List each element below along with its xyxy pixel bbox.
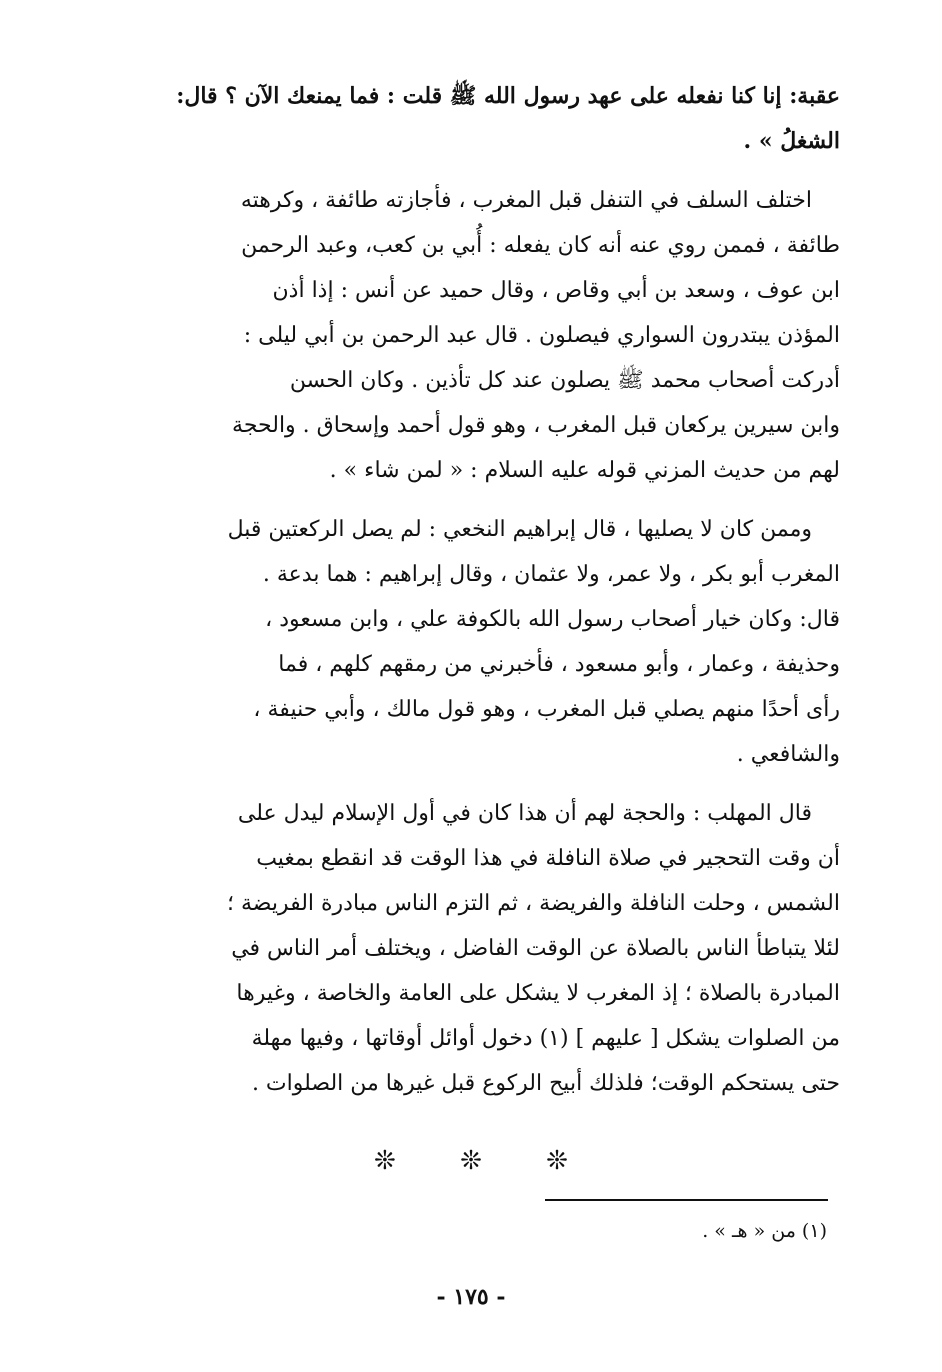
star-ornament-icon: ❊ bbox=[374, 1146, 396, 1176]
text-line: المغرب أبو بكر ، ولا عمر، ولا عثمان ، وقال إبراهيم : هما بدعة . bbox=[262, 562, 840, 587]
star-ornament-icon: ❊ bbox=[460, 1146, 482, 1176]
paragraph-muhallab bbox=[108, 791, 840, 1106]
footnote-divider bbox=[545, 1199, 828, 1201]
text-line: المؤذن يبتدرون السواري فيصلون . قال عبد الرحمن بن أبي ليلى : bbox=[243, 323, 840, 348]
paragraph-those-not-praying bbox=[108, 507, 840, 777]
text-line: عقبة: إنا كنا نفعله على عهد رسول الله ﷺ قلت : فما يمنعك الآن ؟ قال: bbox=[176, 83, 840, 109]
text-line: رأى أحدًا منهم يصلي قبل المغرب ، وهو قول مالك ، وأبي حنيفة ، bbox=[253, 697, 840, 722]
star-ornament-icon: ❊ bbox=[546, 1146, 568, 1176]
text-line: قال: وكان خيار أصحاب رسول الله بالكوفة علي ، وابن مسعود ، bbox=[265, 607, 840, 632]
footnote: (١) من « هـ » . bbox=[702, 1220, 827, 1242]
text-line: الشغلُ » . bbox=[743, 128, 840, 154]
hadith-continuation bbox=[108, 74, 840, 164]
paragraph-salaf-disagreement bbox=[108, 178, 840, 493]
text-line: وابن سيرين يركعان قبل المغرب ، وهو قول أحمد وإسحاق . والحجة bbox=[232, 413, 840, 438]
text-line: حتى يستحكم الوقت؛ فلذلك أبيح الركوع قبل غيرها من الصلوات . bbox=[251, 1071, 840, 1096]
text-line: أن وقت التحجير في صلاة النافلة في هذا الوقت قد انقطع بمغيب bbox=[256, 846, 840, 871]
text-line: المبادرة بالصلاة ؛ إذ المغرب لا يشكل على العامة والخاصة ، وغيرها bbox=[236, 981, 840, 1006]
section-separator bbox=[0, 1146, 942, 1176]
page-number: - ١٧٥ - bbox=[436, 1284, 506, 1310]
text-line: ابن عوف ، وسعد بن أبي وقاص ، وقال حميد عن أنس : إذا أذن bbox=[272, 278, 840, 303]
text-line: والشافعي . bbox=[736, 742, 840, 767]
text-line: وحذيفة ، وعمار ، وأبو مسعود ، فأخبرني من رمقهم كلهم ، فما bbox=[278, 652, 840, 677]
text-line: لهم من حديث المزني قوله عليه السلام : « لمن شاء » . bbox=[329, 458, 840, 483]
text-line: طائفة ، فممن روي عنه أنه كان يفعله : أُبي بن كعب، وعبد الرحمن bbox=[241, 233, 840, 258]
text-line: أدركت أصحاب محمد ﷺ يصلون عند كل تأذين . وكان الحسن bbox=[289, 368, 840, 393]
text-line: من الصلوات يشكل [ عليهم ] (١) دخول أوائل أوقاتها ، وفيها مهلة bbox=[251, 1026, 840, 1051]
text-line: الشمس ، وحلت النافلة والفريضة ، ثم التزم الناس مبادرة الفريضة ؛ bbox=[226, 891, 840, 916]
text-line: اختلف السلف في التنفل قبل المغرب ، فأجازته طائفة ، وكرهته bbox=[240, 188, 812, 213]
text-line: وممن كان لا يصليها ، قال إبراهيم النخعي : لم يصل الركعتين قبل bbox=[227, 517, 812, 542]
page-body bbox=[108, 74, 840, 1120]
text-line: قال المهلب : والحجة لهم أن هذا كان في أول الإسلام ليدل على bbox=[237, 801, 812, 826]
text-line: لئلا يتباطأ الناس بالصلاة عن الوقت الفاضل ، ويختلف أمر الناس في bbox=[231, 936, 840, 961]
